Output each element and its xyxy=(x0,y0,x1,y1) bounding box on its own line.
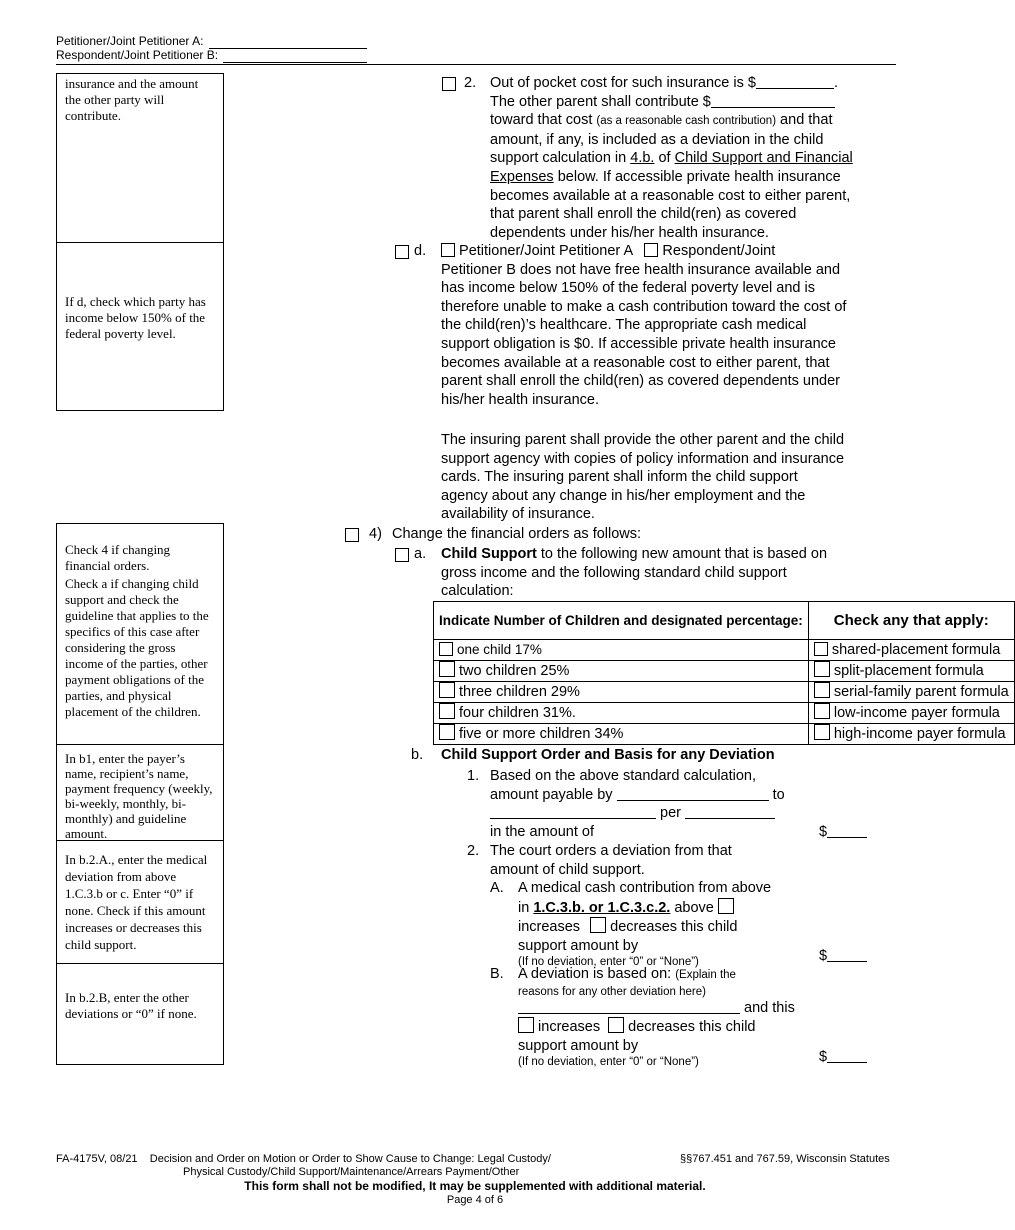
petitioner-a-checkbox[interactable] xyxy=(441,243,455,257)
sidebar-box-financial xyxy=(56,523,224,745)
item-d-checkbox[interactable] xyxy=(395,245,409,259)
recipient-field[interactable] xyxy=(490,804,656,819)
table-cell: four children 31%. xyxy=(459,705,576,721)
medical-decreases-checkbox[interactable] xyxy=(590,917,606,933)
sidebar-box-b2b xyxy=(56,963,224,1065)
sidebar-text: In b.2.A., enter the medical deviation from above 1.C.3.b or c. Enter “0” if none. Check if this amount increases or decreases this child support. xyxy=(65,852,208,952)
guideline-amount: $ xyxy=(819,823,867,840)
item2-number: 2. xyxy=(464,75,477,91)
other-increases-checkbox[interactable] xyxy=(518,1017,534,1033)
one-child-checkbox[interactable] xyxy=(439,642,453,656)
split-placement-checkbox[interactable] xyxy=(814,661,830,677)
payer-field[interactable] xyxy=(617,786,769,801)
table-row xyxy=(434,640,1015,661)
table-header-apply: Check any that apply: xyxy=(808,602,1014,640)
table-row xyxy=(434,661,1015,682)
table-cell: split-placement formula xyxy=(833,663,984,679)
footer-title-2: Physical Custody/Child Support/Maintenance/Arrears Payment/Other xyxy=(183,1166,520,1178)
insuring-paragraph: The insuring parent shall provide the other parent and the child support agency with copies of policy information and insurance cards. The insuring parent shall inform the child support agency about any change in his/her employment and the availability of insurance. xyxy=(441,432,845,523)
sidebar-box-b1 xyxy=(56,744,224,841)
respondent-label: Respondent/Joint Petitioner B: xyxy=(56,48,219,62)
table-cell: one child 17% xyxy=(457,642,542,657)
respondent-field[interactable] xyxy=(223,48,367,63)
low-income-checkbox[interactable] xyxy=(814,703,830,719)
sidebar-box-b2a xyxy=(56,840,224,964)
table-row xyxy=(434,682,1015,703)
header-rule xyxy=(56,64,896,65)
b2-number: 2. xyxy=(467,843,480,859)
b2a-letter: A. xyxy=(490,880,504,896)
b1-number: 1. xyxy=(467,768,480,784)
item2-text: Out of pocket cost for such insurance is $ . The other parent shall contribute $ toward that cost (as a reasonable cash contribution) and that amount, if any, is included as a deviation in the child support calculation in 4.b. of Child Support and Financial Expenses below. If accessible private health insurance becomes available at a reasonable cost to either parent, that parent shall enroll the child(ren) as covered dependents under his/her health insurance. xyxy=(490,75,853,241)
item-d-letter: d. xyxy=(414,243,427,259)
table-cell: shared-placement formula xyxy=(831,642,1001,658)
b2a-text: A medical cash contribution from above in 1.C.3.b. or 1.C.3.c.2. above increases decreases this child support amount by (If no deviation, enter “0” or “None”) xyxy=(518,880,772,969)
b2-text: The court orders a deviation from that amount of child support. xyxy=(490,843,732,878)
two-children-checkbox[interactable] xyxy=(439,661,455,677)
out-of-pocket-field[interactable] xyxy=(756,74,834,89)
footer-notice: This form shall not be modified, It may be supplemented with additional material. xyxy=(244,1179,706,1193)
table-cell: high-income payer formula xyxy=(833,726,1006,742)
item-d-text: Petitioner/Joint Petitioner A Respondent/Joint Petitioner B does not have free health insurance available and has income below 150% of the federal poverty level and is therefore unable to make a cash contribution toward the cost of the child(ren)’s healthcare. The appropriate cash medical support obligation is $0. If accessible private health insurance becomes available at a reasonable cost to either parent, that parent shall enroll the child(ren) as covered dependents under his/her health insurance. xyxy=(441,243,847,408)
respondent-b-checkbox[interactable] xyxy=(644,243,658,257)
table-cell: serial-family parent formula xyxy=(833,684,1009,700)
sidebar-text: insurance and the amount the other party will contribute. xyxy=(65,76,199,123)
deviation-reason-field[interactable] xyxy=(518,999,740,1014)
item2-checkbox[interactable] xyxy=(442,77,456,91)
item4a-checkbox[interactable] xyxy=(395,548,409,562)
b2b-letter: B. xyxy=(490,966,504,982)
serial-family-checkbox[interactable] xyxy=(814,682,830,698)
item4a-text: Child Support to the following new amount that is based on gross income and the following standard child support calculation: xyxy=(441,546,828,600)
petitioner-field[interactable] xyxy=(209,34,367,49)
footer-form-id: FA-4175V, 08/21 Decision and Order on Motion or Order to Show Cause to Change: Legal Custody/ xyxy=(56,1153,551,1165)
table-header-children: Indicate Number of Children and designated percentage: xyxy=(434,602,809,640)
contribution-field[interactable] xyxy=(711,93,835,108)
other-decreases-checkbox[interactable] xyxy=(608,1017,624,1033)
page-number: Page 4 of 6 xyxy=(446,1194,504,1206)
sidebar-box-poverty xyxy=(56,242,224,411)
item4-checkbox[interactable] xyxy=(345,528,359,542)
table-cell: three children 29% xyxy=(459,684,580,700)
sidebar-text: In b.2.B, enter the other deviations or “0” if none. xyxy=(65,990,197,1021)
sidebar-text: Check 4 if changing financial orders. xyxy=(65,542,171,573)
sidebar-text: If d, check which party has income below 150% of the federal poverty level. xyxy=(65,294,206,341)
b2b-text: A deviation is based on: (Explain the reasons for any other deviation here) and this increases decreases this child support amount by (If no deviation, enter “0” or “None”) xyxy=(518,966,795,1069)
frequency-field[interactable] xyxy=(685,804,775,819)
shared-placement-checkbox[interactable] xyxy=(814,642,828,656)
three-children-checkbox[interactable] xyxy=(439,682,455,698)
other-deviation-amount: $ xyxy=(819,1048,867,1065)
item4b-title: Child Support Order and Basis for any Deviation xyxy=(441,747,775,763)
item4-text: Change the financial orders as follows: xyxy=(392,526,642,542)
table-row xyxy=(434,703,1015,724)
footer-statutes: §§767.451 and 767.59, Wisconsin Statutes xyxy=(680,1153,890,1165)
item4-number: 4) xyxy=(369,526,382,542)
medical-increases-checkbox[interactable] xyxy=(718,898,734,914)
table-row xyxy=(434,724,1015,745)
petitioner-label: Petitioner/Joint Petitioner A: xyxy=(56,34,204,48)
petitioner-a-label: Petitioner/Joint Petitioner A xyxy=(459,243,633,259)
sidebar-text: Check a if changing child support and check the guideline that applies to the specifics of this case after considering the gross income of the parties, other payment obligations of the parties, and physical placement of the children. xyxy=(65,576,209,719)
five-children-checkbox[interactable] xyxy=(439,724,455,740)
high-income-checkbox[interactable] xyxy=(814,724,830,740)
respondent-b-label: Respondent/Joint xyxy=(662,243,776,259)
b1-text: Based on the above standard calculation, amount payable by to per in the amount of xyxy=(490,768,785,840)
other-deviation-field[interactable] xyxy=(827,1048,867,1063)
table-cell: low-income payer formula xyxy=(833,705,1000,721)
table-cell: two children 25% xyxy=(459,663,570,679)
four-children-checkbox[interactable] xyxy=(439,703,455,719)
sidebar-box-insurance xyxy=(56,73,224,243)
table-cell: five or more children 34% xyxy=(459,726,624,742)
item4b-letter: b. xyxy=(411,747,424,763)
guideline-table xyxy=(433,601,1015,745)
medical-deviation-field[interactable] xyxy=(827,947,867,962)
sidebar-text: In b1, enter the payer’s name, recipient’s name, payment frequency (weekly, bi-weekly, monthly, bi-monthly) and guideline amount. xyxy=(65,751,213,841)
guideline-amount-field[interactable] xyxy=(827,823,867,838)
respondent-line xyxy=(56,48,367,63)
medical-deviation-amount: $ xyxy=(819,947,867,964)
petitioner-line xyxy=(56,34,367,49)
item4a-letter: a. xyxy=(414,546,427,562)
